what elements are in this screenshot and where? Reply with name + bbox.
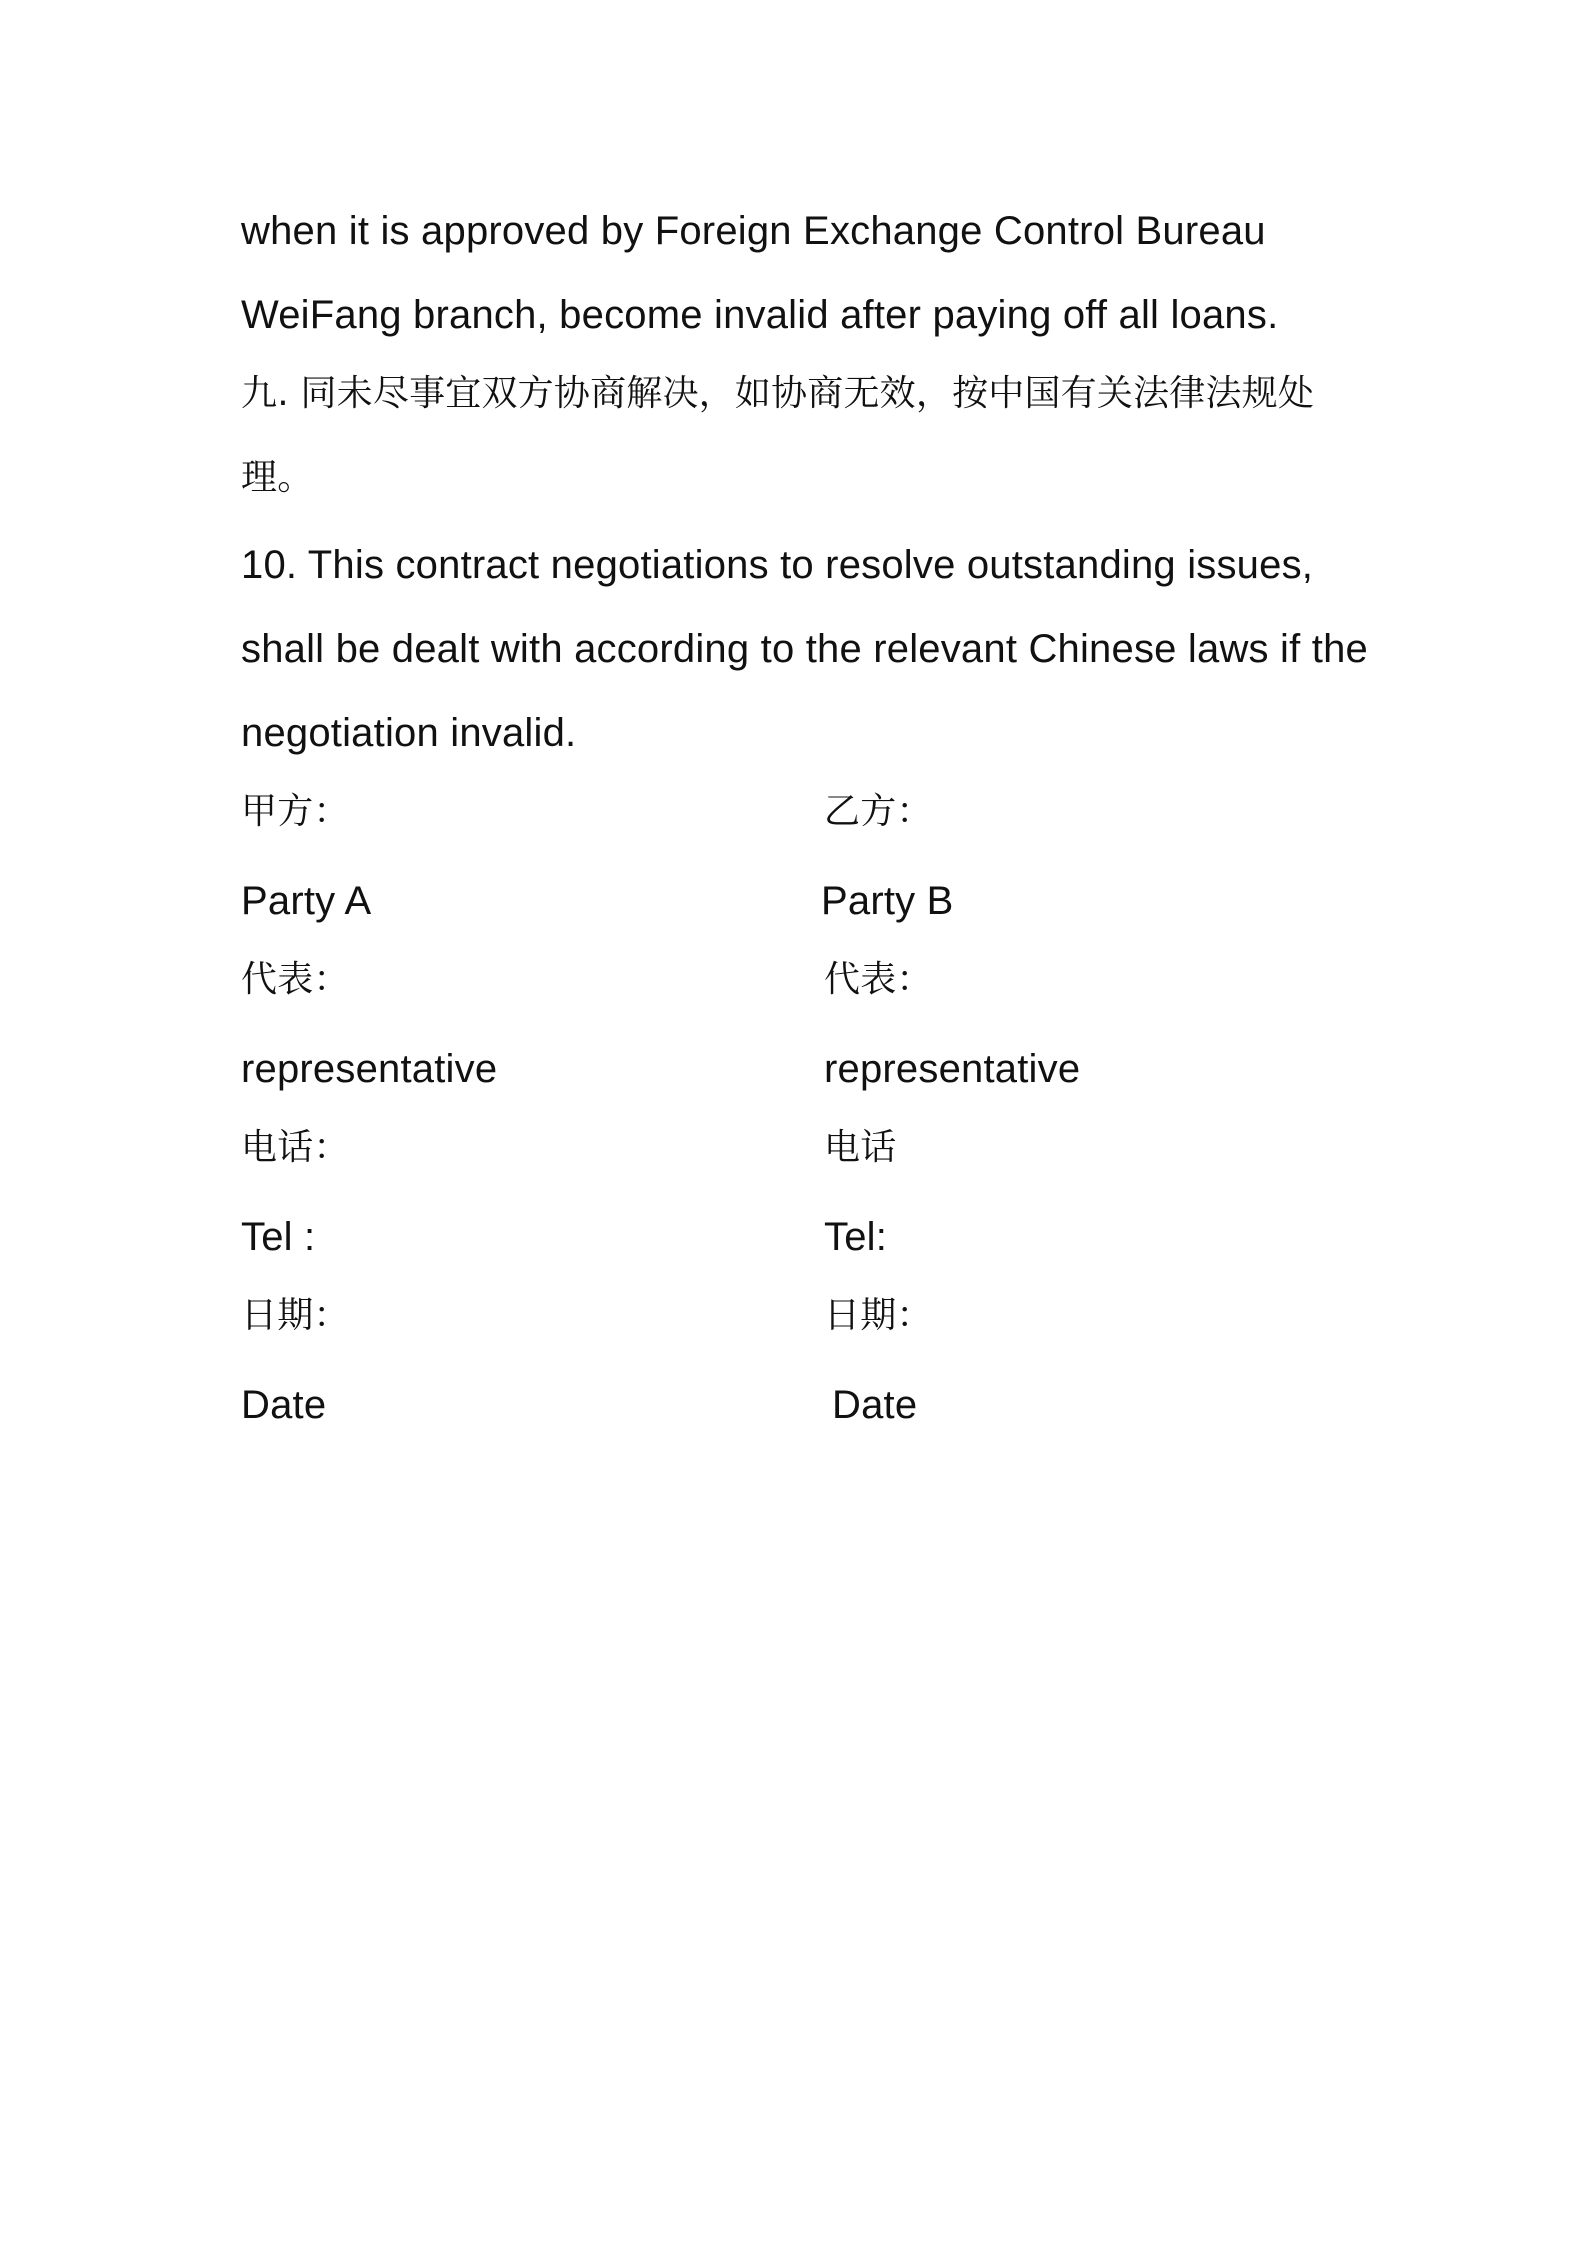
party-b-label-en: Party B [821, 879, 954, 923]
paragraph-line: when it is approved by Foreign Exchange Control Bureau [241, 209, 1266, 253]
party-a-label-cn: 甲方： [241, 791, 350, 832]
party-b-label-cn: 乙方： [824, 791, 933, 832]
party-a-rep-cn: 代表： [241, 959, 350, 1000]
clause-10-en-cont: negotiation invalid. [241, 711, 577, 755]
party-b-date-en: Date [832, 1383, 918, 1427]
party-a-tel-en: Tel : [241, 1215, 316, 1259]
party-a-label-en: Party A [241, 879, 372, 923]
paragraph-line: WeiFang branch, become invalid after paying off all loans. [241, 293, 1279, 337]
party-b-date-cn: 日期： [824, 1295, 933, 1336]
party-b-tel-cn: 电话 [824, 1127, 897, 1168]
clause-10-en-cont: shall be dealt with according to the relevant Chinese laws if the [241, 627, 1368, 671]
clause-9-cn-cont: 理。 [241, 457, 314, 498]
party-a-tel-cn: 电话： [241, 1127, 350, 1168]
party-b-tel-en: Tel: [824, 1215, 888, 1259]
party-a-date-cn: 日期： [241, 1295, 350, 1336]
clause-10-en: 10. This contract negotiations to resolve outstanding issues, [241, 543, 1314, 587]
party-a-rep-en: representative [241, 1047, 498, 1091]
party-a-date-en: Date [241, 1383, 327, 1427]
clause-9-cn: 九. 同未尽事宜双方协商解决，如协商无效，按中国有关法律法规处 [241, 373, 1315, 414]
party-b-rep-cn: 代表： [824, 959, 933, 1000]
party-b-rep-en: representative [824, 1047, 1081, 1091]
